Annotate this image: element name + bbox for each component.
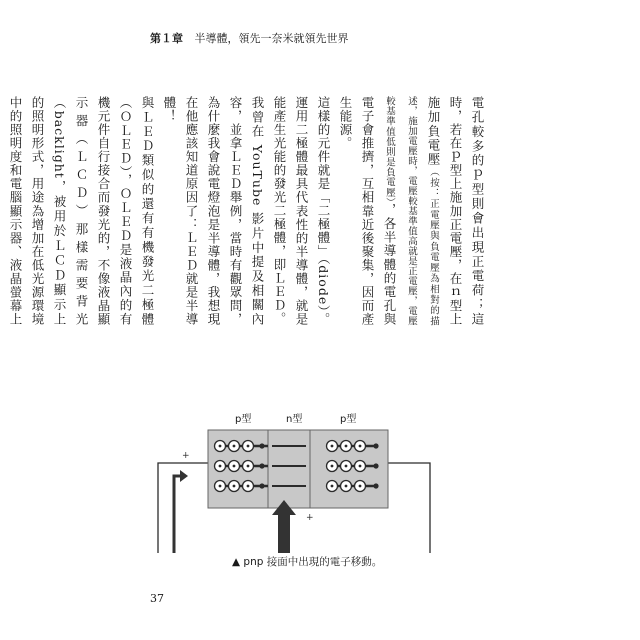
- electron-dot: [373, 443, 378, 448]
- hole-center: [359, 445, 362, 448]
- chapter-number: 第１章: [150, 32, 183, 45]
- electron-dot: [259, 443, 264, 448]
- positive-sign-top: +: [182, 451, 190, 461]
- translator-note: （按：正電壓與負電壓為相對的描述，施加電壓時，電壓較基準值高就是正電壓，電壓較基準值低則是負電壓）: [384, 96, 439, 327]
- hole-center: [219, 445, 222, 448]
- hole-center: [331, 445, 334, 448]
- hole-center: [247, 465, 250, 468]
- paragraph-2: 這樣的元件就是「二極體」（diode）。運用二極體最具代表性的半導體，就是能產生光能的發光二極體，即ＬＥＤ。: [272, 96, 331, 326]
- body-text: [8, 96, 488, 327]
- paragraph-1: [334, 96, 488, 326]
- running-header: [150, 30, 349, 46]
- hole-center: [233, 445, 236, 448]
- paragraph-1-end: ，各半導體的電孔與電子會推擠，互相靠近後聚集，因而產生能源。: [338, 96, 397, 327]
- hole-center: [331, 465, 334, 468]
- label-p-type-right: p型: [340, 414, 357, 425]
- page-number: 37: [150, 592, 164, 605]
- pnp-junction-diagram: [150, 408, 450, 568]
- wire-arrow-icon: [174, 470, 188, 553]
- hole-center: [219, 465, 222, 468]
- hole-center: [359, 485, 362, 488]
- hole-center: [345, 485, 348, 488]
- paragraph-3: 我曾在 YouTube 影片中提及相關內容，並拿ＬＥＤ舉例，當時有觀眾問，為什麼我會說電燈泡是半導體，我想現在他應該知道原因了：ＬＥＤ就是半導體！: [162, 96, 265, 326]
- paragraph-1-text: 電孔較多的ｐ型則會出現正電荷；這時，若在ｐ型上施加正電壓，在ｎ型上施加負電壓: [426, 96, 485, 326]
- label-n-type: n型: [286, 414, 303, 425]
- electron-dot: [259, 483, 264, 488]
- positive-sign-bottom: +: [306, 513, 314, 523]
- hole-center: [247, 485, 250, 488]
- electron-dot: [373, 463, 378, 468]
- electron-dot: [373, 483, 378, 488]
- label-p-type-left: p型: [235, 414, 252, 425]
- chapter-title: 半導體，領先一奈米就領先世界: [194, 32, 349, 45]
- hole-center: [331, 485, 334, 488]
- hole-center: [345, 465, 348, 468]
- hole-center: [345, 445, 348, 448]
- hole-center: [233, 465, 236, 468]
- electron-dot: [259, 463, 264, 468]
- hole-center: [219, 485, 222, 488]
- hole-center: [359, 465, 362, 468]
- paragraph-4: 與ＬＥＤ類似的還有有機發光二極體（ＯＬＥＤ），ＯＬＥＤ是液晶內的有機元件自行接合而發光的，不像液晶顯示器（ＬＣＤ）那樣需要背光（backlight，被用於ＬＣＤ顯示上的照明形式，用途為增加在低光源環境中的照明度和電腦顯示器、液晶螢幕上: [8, 96, 155, 326]
- hole-center: [247, 445, 250, 448]
- hole-center: [233, 485, 236, 488]
- figure-caption: ▲ pnp 接面中出現的電子移動。: [232, 556, 383, 568]
- semiconductor-block: [208, 430, 388, 508]
